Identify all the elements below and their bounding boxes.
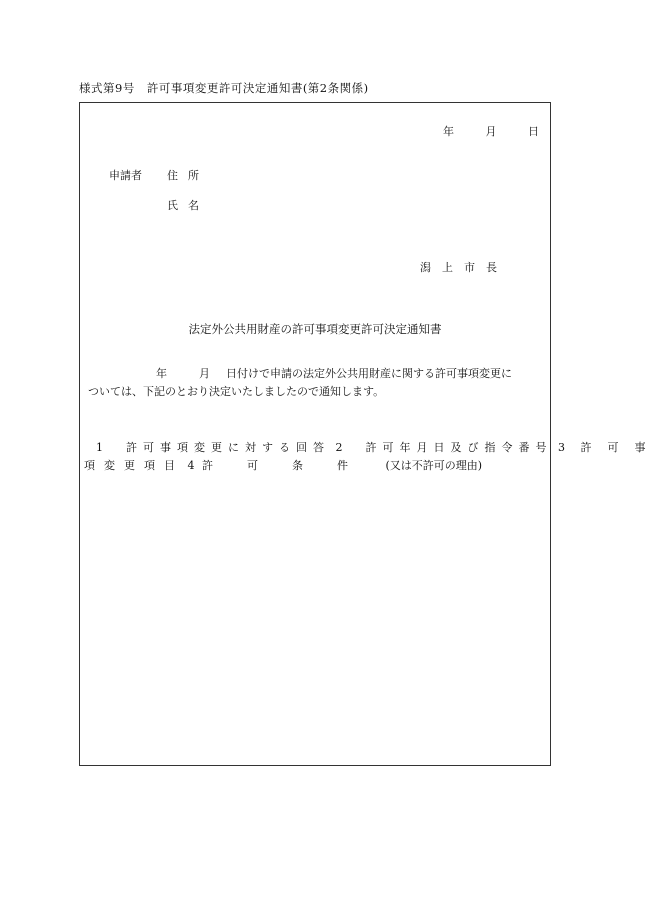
item-1: 1 許可事項変更に対する回答	[96, 441, 330, 454]
item-3-number: 3	[558, 441, 565, 454]
form-header-title: 様式第9号 許可事項変更許可決定通知書(第2条関係)	[79, 81, 369, 95]
date-year-label: 年	[443, 125, 454, 138]
body-month-label: 月	[199, 367, 210, 380]
address-label: 住所	[167, 169, 209, 182]
item-4-note: (又は不許可の理由)	[385, 459, 483, 472]
date-line	[443, 123, 539, 139]
name-label: 氏名	[167, 199, 209, 212]
form-frame	[79, 102, 662, 766]
items-line-2	[84, 457, 482, 473]
applicant-label: 申請者	[109, 169, 142, 182]
item-4-label: 許可条件	[202, 459, 382, 472]
body-text-line-1	[156, 365, 512, 381]
issuer-mayor: 潟上市長	[420, 261, 508, 274]
body-year-label: 年	[156, 367, 167, 380]
item-3-text-a: 許可事	[580, 441, 662, 454]
item-3-text-b: 項変更項目	[84, 459, 184, 472]
items-line-1	[96, 439, 662, 455]
body-text-line-2: ついては、下記のとおり決定いたしましたので通知します。	[88, 385, 385, 398]
item-4-number: 4	[187, 459, 195, 472]
date-month-label: 月	[485, 125, 497, 138]
body-line1-text: 日付けで申請の法定外公共用財産に関する許可事項変更に	[226, 367, 512, 380]
document-title: 法定外公共用財産の許可事項変更許可決定通知書	[188, 322, 442, 336]
item-2: 2 許可年月日及び指令番号	[335, 441, 553, 454]
date-day-label: 日	[528, 125, 539, 138]
